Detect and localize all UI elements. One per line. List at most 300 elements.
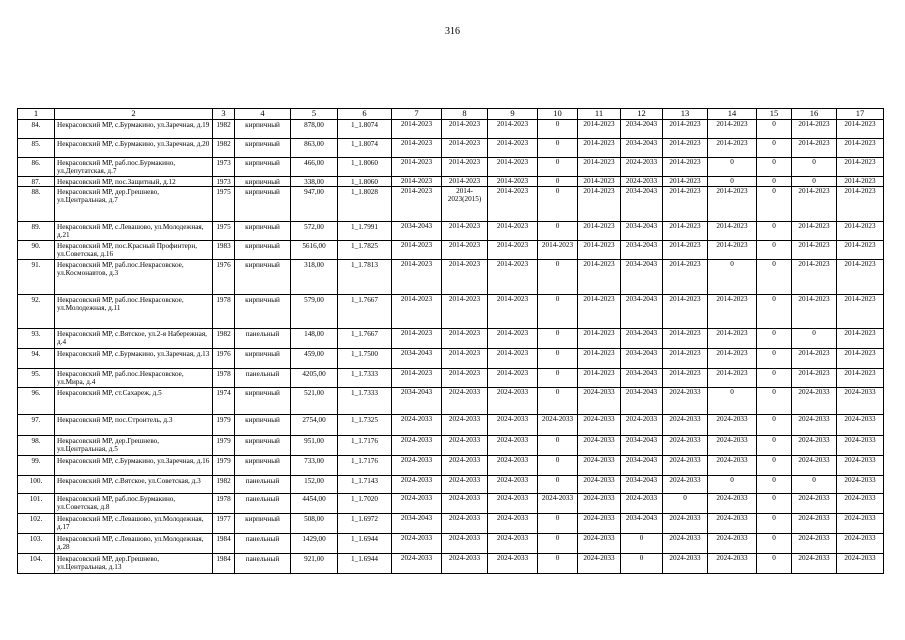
cell-period-gas: 2034-2043 (621, 241, 663, 260)
cell-row-number: 93. (18, 329, 55, 349)
cell-period-roof: 2034-2043 (392, 513, 442, 533)
table-row (18, 455, 884, 475)
cell-period-heating: 2014-2023 (578, 138, 621, 157)
column-number-5: 5 (291, 109, 338, 120)
cell-period-sewer: 2014-2023 (792, 138, 837, 157)
cell-period-elevator: 0 (538, 176, 578, 186)
cell-period-elevator: 0 (538, 455, 578, 475)
cell-period-electricity: 2024-2033 (663, 414, 708, 435)
cell-period-elevator: 2024-2033 (538, 493, 578, 513)
cell-period-sewer: 2024-2033 (792, 513, 837, 533)
cell-period-electricity: 2024-2033 (663, 435, 708, 455)
cell-period-hot-water: 2024-2033 (837, 493, 884, 513)
cell-period-ventilation: 0 (757, 435, 792, 455)
cell-period-water: 2024-2033 (708, 455, 757, 475)
cell-period-water: 2014-2023 (708, 138, 757, 157)
cell-period-water: 2014-2023 (708, 222, 757, 241)
cell-period-water: 2014-2023 (708, 187, 757, 222)
cell-period-ventilation: 0 (757, 387, 792, 414)
cell-period-ventilation: 0 (757, 329, 792, 349)
cell-period-facade: 2024-2033 (442, 435, 488, 455)
cell-period-sewer: 2014-2023 (792, 295, 837, 329)
table-row (18, 187, 884, 222)
cell-period-facade: 2014-2023 (442, 260, 488, 295)
cell-wall-material: кирпичный (235, 414, 291, 435)
column-number-13: 13 (663, 109, 708, 120)
cell-period-heating: 2014-2023 (578, 260, 621, 295)
cell-period-foundation: 2014-2023 (488, 138, 538, 157)
cell-build-year: 1984 (213, 533, 235, 553)
cell-period-hot-water: 2024-2033 (837, 533, 884, 553)
cell-period-gas: 2034-2043 (621, 349, 663, 369)
cell-period-ventilation: 0 (757, 475, 792, 493)
cell-period-heating: 2014-2023 (578, 241, 621, 260)
column-number-2: 2 (55, 109, 213, 120)
column-number-8: 8 (442, 109, 488, 120)
cell-address: Некрасовский МР, с.Бурмакино, ул.Заречная, д.16 (55, 455, 213, 475)
cell-wall-material: кирпичный (235, 455, 291, 475)
column-number-1: 1 (18, 109, 55, 120)
table-row (18, 553, 884, 573)
cell-period-foundation: 2024-2033 (488, 435, 538, 455)
cell-rank-code: 1_1.7333 (338, 387, 392, 414)
cell-period-electricity: 2014-2023 (663, 138, 708, 157)
cell-floor-area: 733,00 (291, 455, 338, 475)
cell-build-year: 1979 (213, 435, 235, 455)
cell-floor-area: 572,00 (291, 222, 338, 241)
cell-period-water: 0 (708, 176, 757, 186)
cell-period-electricity: 0 (663, 493, 708, 513)
cell-period-heating: 2014-2023 (578, 222, 621, 241)
cell-period-gas: 2034-2043 (621, 455, 663, 475)
cell-period-elevator: 0 (538, 260, 578, 295)
cell-rank-code: 1_1.7667 (338, 295, 392, 329)
cell-period-sewer: 2024-2033 (792, 387, 837, 414)
cell-period-roof: 2014-2023 (392, 329, 442, 349)
cell-period-electricity: 2014-2023 (663, 187, 708, 222)
cell-row-number: 96. (18, 387, 55, 414)
cell-rank-code: 1_1.7333 (338, 369, 392, 388)
cell-rank-code: 1_1.7500 (338, 349, 392, 369)
cell-row-number: 92. (18, 295, 55, 329)
cell-period-ventilation: 0 (757, 157, 792, 176)
cell-period-facade: 2014-2023 (442, 119, 488, 138)
cell-period-ventilation: 0 (757, 241, 792, 260)
cell-period-electricity: 2024-2033 (663, 387, 708, 414)
cell-period-ventilation: 0 (757, 369, 792, 388)
cell-wall-material: кирпичный (235, 513, 291, 533)
cell-address: Некрасовский МР, ст.Сахареж, д.5 (55, 387, 213, 414)
cell-period-gas: 2024-2033 (621, 414, 663, 435)
cell-period-facade: 2014-2023 (442, 349, 488, 369)
cell-wall-material: кирпичный (235, 435, 291, 455)
cell-period-sewer: 2024-2033 (792, 533, 837, 553)
cell-floor-area: 863,00 (291, 138, 338, 157)
cell-period-roof: 2034-2043 (392, 349, 442, 369)
cell-period-heating: 2014-2023 (578, 329, 621, 349)
cell-period-gas: 2034-2043 (621, 387, 663, 414)
cell-address: Некрасовский МР, дер.Грешнево, ул.Центральная, д.13 (55, 553, 213, 573)
cell-period-ventilation: 0 (757, 176, 792, 186)
cell-period-facade: 2014-2023 (442, 157, 488, 176)
cell-wall-material: кирпичный (235, 295, 291, 329)
cell-floor-area: 508,00 (291, 513, 338, 533)
cell-period-elevator: 0 (538, 138, 578, 157)
cell-period-gas: 2024-2033 (621, 176, 663, 186)
cell-row-number: 94. (18, 349, 55, 369)
cell-period-electricity: 2024-2033 (663, 553, 708, 573)
cell-row-number: 104. (18, 553, 55, 573)
cell-period-heating: 2014-2023 (578, 157, 621, 176)
cell-period-elevator: 0 (538, 295, 578, 329)
cell-period-facade: 2014-2023 (442, 138, 488, 157)
cell-period-hot-water: 2014-2023 (837, 295, 884, 329)
cell-rank-code: 1_1.8028 (338, 187, 392, 222)
cell-floor-area: 947,00 (291, 187, 338, 222)
cell-rank-code: 1_1.7667 (338, 329, 392, 349)
table-row (18, 533, 884, 553)
cell-rank-code: 1_1.7325 (338, 414, 392, 435)
cell-period-water: 2024-2033 (708, 414, 757, 435)
table-row (18, 329, 884, 349)
cell-period-facade: 2024-2033 (442, 513, 488, 533)
cell-period-sewer: 2024-2033 (792, 553, 837, 573)
cell-row-number: 99. (18, 455, 55, 475)
cell-period-heating: 2024-2033 (578, 455, 621, 475)
cell-row-number: 95. (18, 369, 55, 388)
cell-period-ventilation: 0 (757, 513, 792, 533)
cell-period-foundation: 2014-2023 (488, 349, 538, 369)
table-row (18, 513, 884, 533)
cell-address: Некрасовский МР, с.Бурмакино, ул.Заречная, д.19 (55, 119, 213, 138)
cell-period-water: 0 (708, 157, 757, 176)
cell-build-year: 1978 (213, 493, 235, 513)
cell-period-water: 2014-2023 (708, 119, 757, 138)
cell-period-elevator: 0 (538, 475, 578, 493)
cell-build-year: 1982 (213, 119, 235, 138)
cell-floor-area: 521,00 (291, 387, 338, 414)
cell-period-water: 2024-2033 (708, 513, 757, 533)
cell-floor-area: 152,00 (291, 475, 338, 493)
cell-period-electricity: 2014-2023 (663, 329, 708, 349)
cell-wall-material: панельный (235, 553, 291, 573)
cell-row-number: 103. (18, 533, 55, 553)
cell-period-foundation: 2014-2023 (488, 329, 538, 349)
cell-row-number: 91. (18, 260, 55, 295)
cell-row-number: 88. (18, 187, 55, 222)
cell-row-number: 100. (18, 475, 55, 493)
column-number-14: 14 (708, 109, 757, 120)
table-row (18, 435, 884, 455)
cell-period-electricity: 2014-2023 (663, 260, 708, 295)
cell-period-hot-water: 2014-2023 (837, 187, 884, 222)
cell-period-sewer: 2024-2033 (792, 455, 837, 475)
table-row (18, 222, 884, 241)
cell-period-electricity: 2014-2023 (663, 119, 708, 138)
table-row (18, 260, 884, 295)
cell-period-electricity: 2014-2023 (663, 157, 708, 176)
cell-floor-area: 459,00 (291, 349, 338, 369)
cell-period-ventilation: 0 (757, 533, 792, 553)
cell-rank-code: 1_1.7020 (338, 493, 392, 513)
table-row (18, 176, 884, 186)
cell-period-water: 2014-2023 (708, 349, 757, 369)
cell-period-roof: 2014-2023 (392, 295, 442, 329)
cell-row-number: 84. (18, 119, 55, 138)
cell-period-roof: 2014-2023 (392, 176, 442, 186)
cell-period-heating: 2024-2033 (578, 513, 621, 533)
cell-period-hot-water: 2024-2033 (837, 387, 884, 414)
cell-period-water: 2024-2033 (708, 533, 757, 553)
column-number-6: 6 (338, 109, 392, 120)
cell-period-elevator: 2014-2023 (538, 241, 578, 260)
cell-period-roof: 2024-2033 (392, 435, 442, 455)
column-number-10: 10 (538, 109, 578, 120)
cell-wall-material: панельный (235, 329, 291, 349)
cell-period-sewer: 2014-2023 (792, 349, 837, 369)
cell-period-facade: 2014-2023 (442, 176, 488, 186)
cell-period-gas: 2034-2043 (621, 369, 663, 388)
cell-period-sewer: 2014-2023 (792, 222, 837, 241)
cell-build-year: 1984 (213, 553, 235, 573)
cell-row-number: 85. (18, 138, 55, 157)
cell-period-foundation: 2024-2033 (488, 553, 538, 573)
cell-period-elevator: 0 (538, 513, 578, 533)
cell-floor-area: 5616,00 (291, 241, 338, 260)
cell-rank-code: 1_1.8074 (338, 138, 392, 157)
cell-period-heating: 2024-2033 (578, 414, 621, 435)
cell-period-ventilation: 0 (757, 295, 792, 329)
cell-build-year: 1975 (213, 187, 235, 222)
cell-period-electricity: 2014-2023 (663, 295, 708, 329)
cell-period-elevator: 0 (538, 349, 578, 369)
cell-period-electricity: 2024-2033 (663, 533, 708, 553)
column-number-4: 4 (235, 109, 291, 120)
cell-period-ventilation: 0 (757, 455, 792, 475)
cell-build-year: 1976 (213, 260, 235, 295)
cell-period-foundation: 2024-2033 (488, 414, 538, 435)
cell-build-year: 1982 (213, 329, 235, 349)
cell-wall-material: кирпичный (235, 157, 291, 176)
column-number-9: 9 (488, 109, 538, 120)
cell-period-hot-water: 2024-2033 (837, 455, 884, 475)
cell-build-year: 1979 (213, 414, 235, 435)
cell-address: Некрасовский МР, с.Левашово, ул.Молодежная, д.28 (55, 533, 213, 553)
cell-floor-area: 921,00 (291, 553, 338, 573)
cell-address: Некрасовский МР, с.Бурмакино, ул.Заречная, д.13 (55, 349, 213, 369)
cell-row-number: 101. (18, 493, 55, 513)
cell-period-elevator: 0 (538, 222, 578, 241)
cell-period-roof: 2014-2023 (392, 260, 442, 295)
cell-floor-area: 951,00 (291, 435, 338, 455)
cell-period-electricity: 2014-2023 (663, 241, 708, 260)
page-number: 316 (445, 26, 460, 37)
cell-period-facade: 2024-2033 (442, 455, 488, 475)
cell-build-year: 1978 (213, 295, 235, 329)
cell-period-gas: 2034-2043 (621, 119, 663, 138)
cell-build-year: 1977 (213, 513, 235, 533)
cell-period-gas: 0 (621, 533, 663, 553)
cell-wall-material: кирпичный (235, 187, 291, 222)
cell-period-elevator: 0 (538, 387, 578, 414)
cell-period-hot-water: 2024-2033 (837, 553, 884, 573)
cell-floor-area: 466,00 (291, 157, 338, 176)
column-number-3: 3 (213, 109, 235, 120)
cell-period-facade: 2024-2033 (442, 533, 488, 553)
cell-rank-code: 1_1.6944 (338, 533, 392, 553)
cell-period-foundation: 2024-2033 (488, 475, 538, 493)
cell-rank-code: 1_1.8060 (338, 176, 392, 186)
cell-period-roof: 2024-2033 (392, 493, 442, 513)
cell-rank-code: 1_1.7825 (338, 241, 392, 260)
cell-wall-material: кирпичный (235, 176, 291, 186)
cell-wall-material: кирпичный (235, 260, 291, 295)
cell-address: Некрасовский МР, раб.пос.Некрасовское, ул.Мира, д.4 (55, 369, 213, 388)
cell-period-elevator: 0 (538, 369, 578, 388)
cell-period-hot-water: 2024-2033 (837, 475, 884, 493)
cell-row-number: 98. (18, 435, 55, 455)
cell-build-year: 1975 (213, 222, 235, 241)
cell-period-facade: 2024-2033 (442, 475, 488, 493)
cell-period-roof: 2034-2043 (392, 222, 442, 241)
cell-period-hot-water: 2014-2023 (837, 241, 884, 260)
cell-wall-material: панельный (235, 475, 291, 493)
cell-rank-code: 1_1.6944 (338, 553, 392, 573)
cell-address: Некрасовский МР, дер.Грешнево, ул.Центральная, д.5 (55, 435, 213, 455)
cell-address: Некрасовский МР, пос.Строитель, д.3 (55, 414, 213, 435)
cell-period-sewer: 0 (792, 475, 837, 493)
cell-period-electricity: 2014-2023 (663, 222, 708, 241)
cell-period-foundation: 2014-2023 (488, 241, 538, 260)
cell-period-elevator: 2024-2033 (538, 414, 578, 435)
cell-period-heating: 2014-2023 (578, 187, 621, 222)
cell-wall-material: панельный (235, 369, 291, 388)
cell-period-gas: 2034-2043 (621, 295, 663, 329)
column-number-11: 11 (578, 109, 621, 120)
cell-period-roof: 2024-2033 (392, 475, 442, 493)
cell-address: Некрасовский МР, раб.пос.Бурмакино, ул.Советская, д.8 (55, 493, 213, 513)
cell-period-elevator: 0 (538, 119, 578, 138)
cell-period-facade: 2014-2023 (442, 369, 488, 388)
cell-address: Некрасовский МР, с.Левашово, ул.Молодежная, д.17 (55, 513, 213, 533)
cell-period-sewer: 2014-2023 (792, 260, 837, 295)
cell-period-foundation: 2014-2023 (488, 157, 538, 176)
cell-period-heating: 2014-2023 (578, 119, 621, 138)
cell-period-sewer: 2014-2023 (792, 119, 837, 138)
cell-period-foundation: 2014-2023 (488, 222, 538, 241)
table-row (18, 138, 884, 157)
cell-address: Некрасовский МР, пос.Защитный, д.12 (55, 176, 213, 186)
cell-rank-code: 1_1.7813 (338, 260, 392, 295)
cell-period-water: 2024-2033 (708, 435, 757, 455)
cell-period-facade: 2024-2033 (442, 553, 488, 573)
cell-period-water: 0 (708, 387, 757, 414)
cell-period-heating: 2014-2023 (578, 176, 621, 186)
cell-period-hot-water: 2014-2023 (837, 260, 884, 295)
table-body (18, 119, 884, 573)
cell-period-gas: 2034-2043 (621, 260, 663, 295)
cell-period-hot-water: 2024-2033 (837, 414, 884, 435)
cell-period-water: 2014-2023 (708, 295, 757, 329)
cell-period-water: 0 (708, 260, 757, 295)
cell-period-roof: 2014-2023 (392, 187, 442, 222)
cell-period-hot-water: 2024-2033 (837, 513, 884, 533)
cell-period-elevator: 0 (538, 157, 578, 176)
cell-floor-area: 318,00 (291, 260, 338, 295)
cell-period-roof: 2014-2023 (392, 138, 442, 157)
column-number-16: 16 (792, 109, 837, 120)
cell-period-heating: 2024-2033 (578, 493, 621, 513)
cell-period-facade: 2024-2033 (442, 493, 488, 513)
column-number-12: 12 (621, 109, 663, 120)
cell-period-water: 2024-2033 (708, 493, 757, 513)
cell-period-ventilation: 0 (757, 119, 792, 138)
cell-floor-area: 878,00 (291, 119, 338, 138)
table-row (18, 241, 884, 260)
cell-period-roof: 2024-2033 (392, 553, 442, 573)
cell-period-sewer: 2014-2023 (792, 369, 837, 388)
cell-period-gas: 2034-2043 (621, 329, 663, 349)
cell-period-gas: 2034-2043 (621, 513, 663, 533)
cell-period-hot-water: 2014-2023 (837, 157, 884, 176)
cell-period-foundation: 2024-2033 (488, 455, 538, 475)
cell-period-heating: 2014-2023 (578, 295, 621, 329)
cell-build-year: 1982 (213, 475, 235, 493)
cell-period-heating: 2024-2033 (578, 553, 621, 573)
cell-period-foundation: 2014-2023 (488, 260, 538, 295)
cell-period-electricity: 2024-2033 (663, 455, 708, 475)
cell-period-hot-water: 2014-2023 (837, 369, 884, 388)
column-number-17: 17 (837, 109, 884, 120)
cell-period-sewer: 2024-2033 (792, 414, 837, 435)
cell-wall-material: панельный (235, 533, 291, 553)
table-row (18, 295, 884, 329)
cell-period-ventilation: 0 (757, 187, 792, 222)
cell-wall-material: кирпичный (235, 349, 291, 369)
cell-period-water: 2014-2023 (708, 241, 757, 260)
table-row (18, 493, 884, 513)
cell-floor-area: 4454,00 (291, 493, 338, 513)
cell-row-number: 102. (18, 513, 55, 533)
cell-period-roof: 2024-2033 (392, 455, 442, 475)
cell-period-roof: 2014-2023 (392, 241, 442, 260)
cell-floor-area: 1429,00 (291, 533, 338, 553)
cell-wall-material: кирпичный (235, 138, 291, 157)
cell-period-ventilation: 0 (757, 349, 792, 369)
cell-build-year: 1982 (213, 138, 235, 157)
cell-period-heating: 2024-2033 (578, 435, 621, 455)
cell-period-water: 2014-2023 (708, 329, 757, 349)
cell-period-ventilation: 0 (757, 222, 792, 241)
cell-period-gas: 2034-2043 (621, 475, 663, 493)
cell-row-number: 90. (18, 241, 55, 260)
table-row (18, 414, 884, 435)
cell-period-gas: 2024-2033 (621, 493, 663, 513)
column-number-row (18, 109, 884, 120)
cell-period-water: 0 (708, 475, 757, 493)
cell-period-heating: 2024-2033 (578, 475, 621, 493)
cell-build-year: 1974 (213, 387, 235, 414)
cell-period-heating: 2014-2023 (578, 349, 621, 369)
cell-wall-material: кирпичный (235, 222, 291, 241)
cell-period-foundation: 2024-2033 (488, 513, 538, 533)
cell-period-heating: 2024-2033 (578, 387, 621, 414)
cell-period-hot-water: 2014-2023 (837, 329, 884, 349)
cell-period-gas: 0 (621, 553, 663, 573)
cell-build-year: 1978 (213, 369, 235, 388)
cell-period-gas: 2034-2043 (621, 435, 663, 455)
cell-floor-area: 2754,00 (291, 414, 338, 435)
